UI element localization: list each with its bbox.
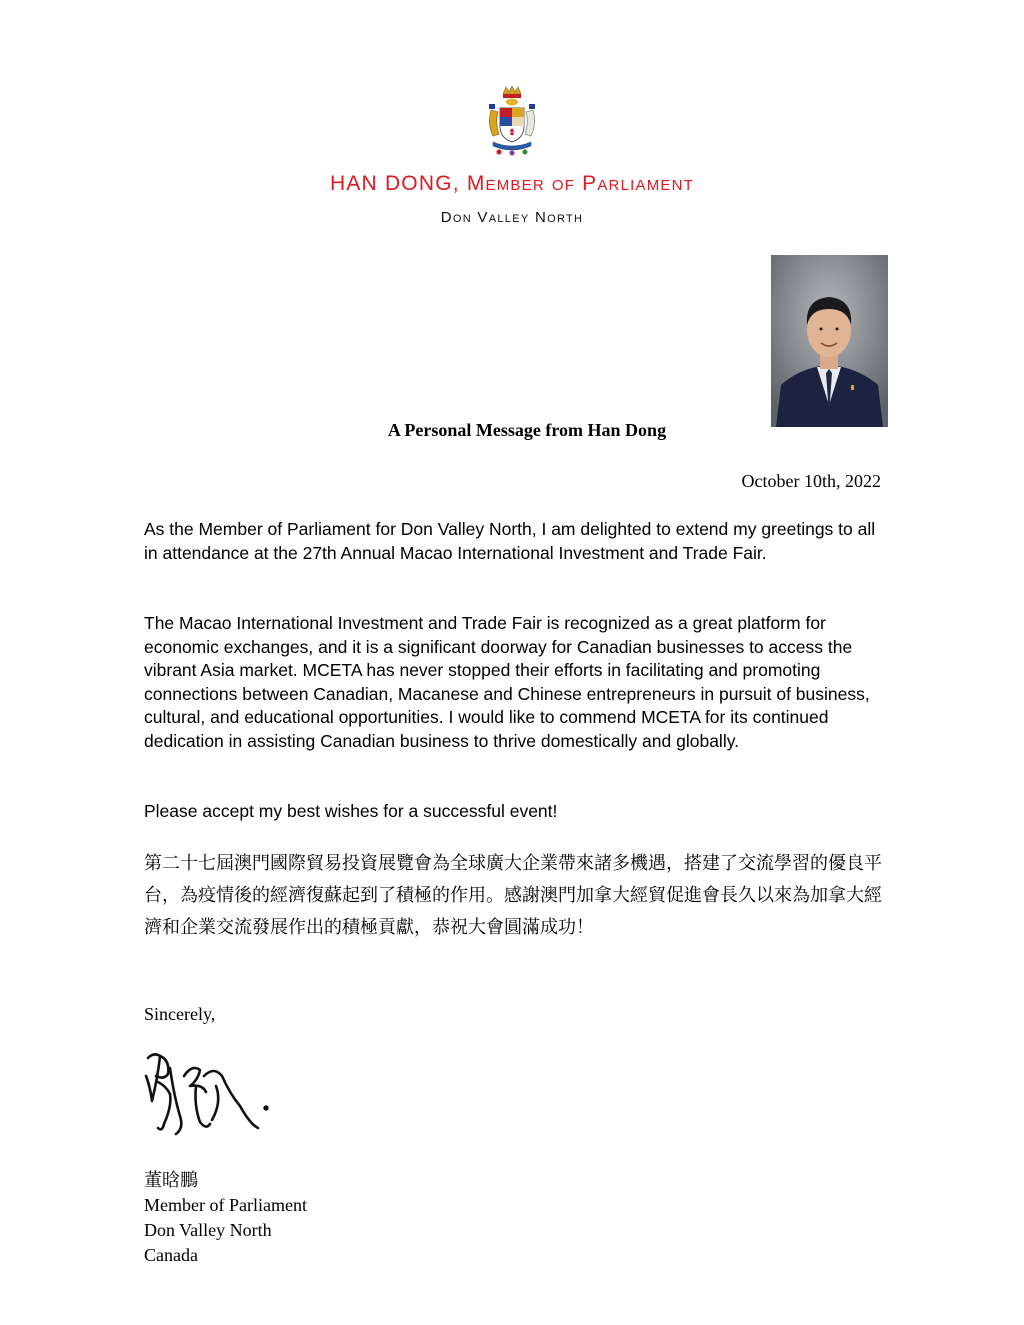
canadian-coat-of-arms bbox=[485, 84, 539, 156]
signatory-country: Canada bbox=[144, 1245, 198, 1265]
signatory-riding: Don Valley North bbox=[144, 1220, 272, 1240]
signature-block bbox=[144, 1168, 307, 1268]
letterhead-title bbox=[0, 172, 1024, 196]
paragraph-wishes: Please accept my best wishes for a successful event! bbox=[144, 801, 558, 821]
paragraph-chinese: 第二十七屆澳門國際貿易投資展覽會為全球廣大企業帶來諸多機遇，搭建了交流學習的優良平台，為疫情後的經濟復蘇起到了積極的作用。感謝澳門加拿大經貿促進會長久以來為加拿大經濟和企業交流發展作出的積極貢獻，恭祝大會圓滿成功！ bbox=[144, 853, 882, 938]
paragraph-intro: As the Member of Parliament for Don Valley North, I am delighted to extend my greetings to all in attendance at the 27th Annual Macao International Investment and Trade Fair. bbox=[144, 519, 876, 563]
mp-name: HAN DONG, bbox=[329, 172, 467, 195]
signatory-position: Member of Parliament bbox=[144, 1195, 307, 1215]
mp-title: Member of Parliament bbox=[466, 172, 695, 195]
paragraph-fair: The Macao International Investment and Trade Fair is recognized as a great platform for economic exchanges, and it is a significant doorway for Canadian businesses to access the vibrant Asia market. MCETA has never stopped their efforts in facilitating and promoting connections between Canadian, Macanese and Chinese entrepreneurs in pursuit of business, cultural, and educational opportunities. I would like to commend MCETA for its continued dedication in assisting Canadian business to thrive domestically and globally. bbox=[144, 613, 870, 751]
letter-heading: A Personal Message from Han Dong bbox=[387, 420, 667, 440]
signatory-chinese-name: 董晗鵬 bbox=[144, 1170, 198, 1190]
letter-date: October 10th, 2022 bbox=[741, 471, 881, 491]
closing-salutation: Sincerely, bbox=[144, 1004, 216, 1024]
letterhead-riding: Don Valley North bbox=[440, 209, 584, 226]
handwritten-signature bbox=[140, 1046, 270, 1141]
portrait-photo bbox=[771, 255, 888, 427]
